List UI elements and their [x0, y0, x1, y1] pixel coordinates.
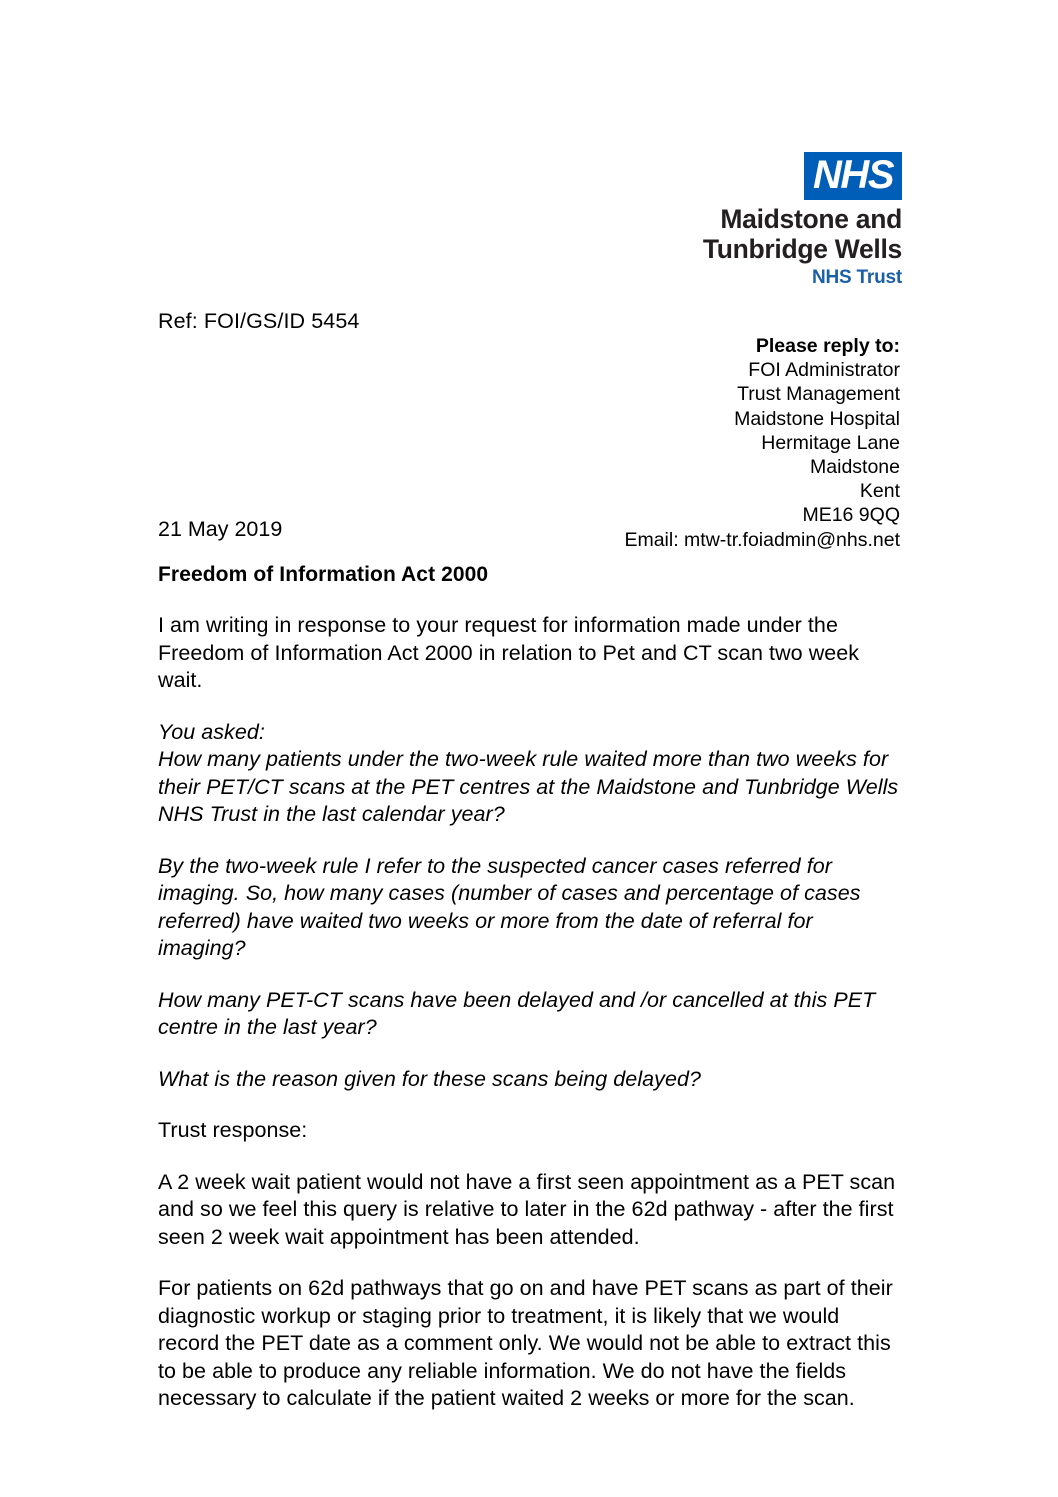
response-paragraph: A 2 week wait patient would not have a first seen appointment as a PET scan and so we feel this query is relative to later in the 62d pathway - after the first seen 2 week wait appointment has been attended. — [158, 1169, 896, 1249]
trust-response-label: Trust response: — [158, 1118, 308, 1142]
letter-body — [158, 562, 906, 1437]
address-line: Maidstone Hospital — [734, 407, 900, 430]
address-email: Email: mtw-tr.foiadmin@nhs.net — [624, 528, 900, 551]
reply-to-heading: Please reply to: — [755, 335, 900, 357]
trust-name-line-2: Tunbridge Wells — [702, 234, 902, 264]
trust-name-line-1: Maidstone and — [720, 204, 902, 234]
you-asked-label: You asked: — [158, 719, 265, 744]
nhs-logo — [690, 152, 902, 291]
address-line: Hermitage Lane — [761, 431, 900, 454]
trust-name-suffix: NHS Trust — [811, 267, 902, 288]
address-line: FOI Administrator — [748, 359, 900, 382]
letter-subject-heading: Freedom of Information Act 2000 — [158, 563, 489, 586]
address-line: Kent — [859, 480, 900, 503]
nhs-logo-badge: NHS — [804, 152, 902, 200]
intro-paragraph: I am writing in response to your request for information made under the Freedom of Information Act 2000 in relation to Pet and CT scan two week wait. — [158, 613, 860, 692]
letter-date: 21 May 2019 — [158, 517, 283, 541]
question-paragraph: How many PET-CT scans have been delayed and /or cancelled at this PET centre in the last year? — [158, 987, 876, 1039]
address-postcode: ME16 9QQ — [802, 504, 900, 527]
response-paragraph: For patients on 62d pathways that go on and have PET scans as part of their diagnostic workup or staging prior to treatment, it is likely that we would record the PET date as a comment only. We would not be able to extract this to be able to produce any reliable information. We do not have the fields necessary to calculate if the patient waited 2 weeks or more for the scan. — [158, 1276, 893, 1410]
question-paragraph: What is the reason given for these scans being delayed? — [158, 1066, 701, 1091]
reference-line: Ref: FOI/GS/ID 5454 — [158, 309, 360, 333]
address-line: Maidstone — [810, 456, 900, 479]
question-paragraph: By the two-week rule I refer to the suspected cancer cases referred for imaging. So, how many cases (number of cases and percentage of cases referred) have waited two weeks or more from the date of referral for imaging? — [158, 853, 861, 960]
question-paragraph: How many patients under the two-week rule waited more than two weeks for their PET/CT scans at the PET centres at the Maidstone and Tunbridge Wells NHS Trust in the last calendar year? — [158, 747, 899, 826]
address-line: Trust Management — [737, 383, 900, 406]
reply-to-address-block — [624, 334, 900, 552]
